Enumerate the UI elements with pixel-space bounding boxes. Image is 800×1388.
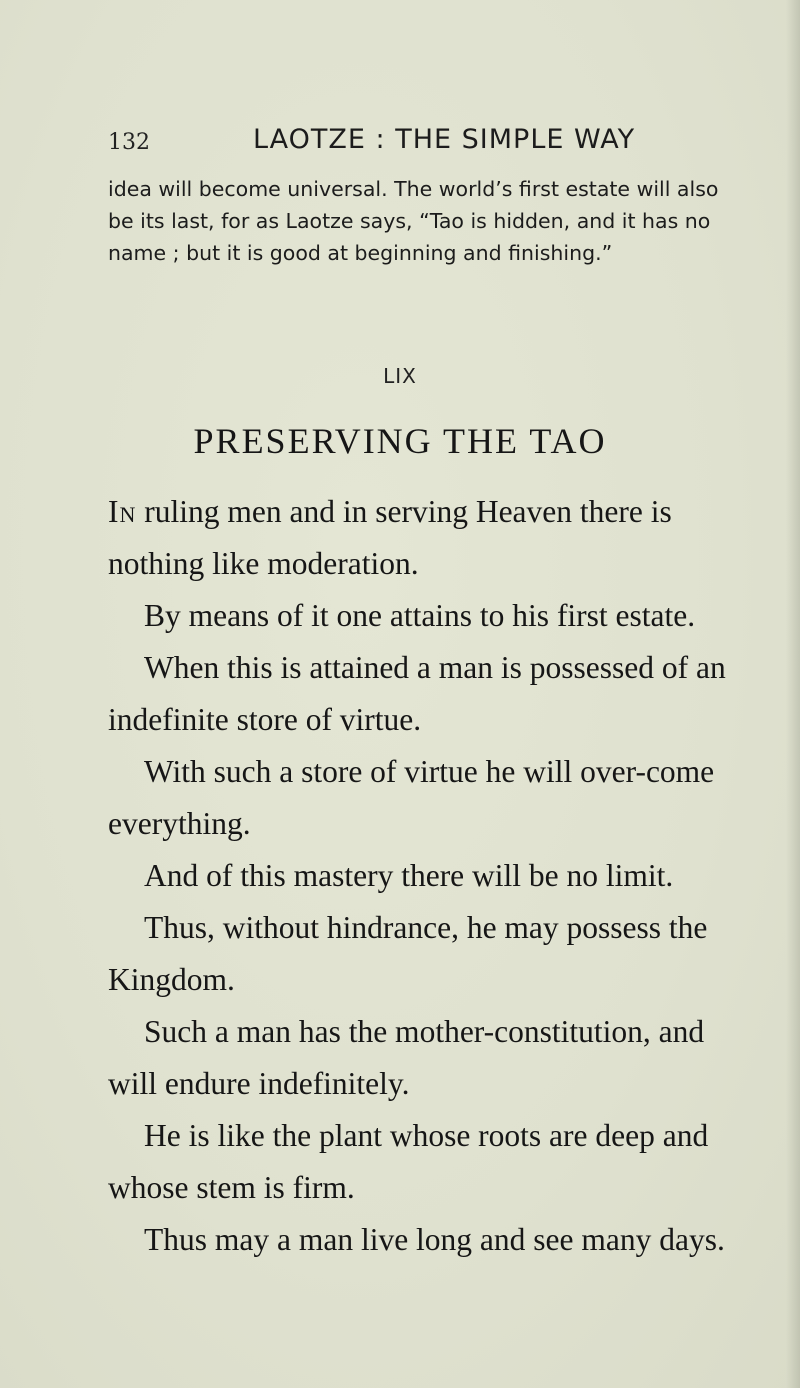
running-head (108, 118, 728, 158)
page-edge-shadow (786, 0, 800, 1388)
intro-line: idea will become universal. The world’s first estate will also (108, 177, 719, 201)
verse: With such a store of virtue he will over-come everything. (108, 754, 715, 841)
chapter-text (108, 486, 748, 1266)
verse: Such a man has the mother-constitution, and will endure indefinitely. (108, 1014, 705, 1101)
verse: Thus, without hindrance, he may possess the Kingdom. (108, 910, 708, 997)
opening-word: In (108, 494, 137, 529)
chapter-number: LIX (383, 364, 417, 388)
page-number: 132 (108, 130, 150, 155)
intro-paragraph (108, 173, 719, 269)
verse: And of this mastery there will be no limit. (144, 858, 674, 893)
verse (108, 486, 748, 590)
verse: By means of it one attains to his first estate. (144, 598, 696, 633)
running-title: LAOTZE : THE SIMPLE WAY (253, 124, 636, 155)
intro-line: be its last, for as Laotze says, “Tao is hidden, and it has no (108, 209, 711, 233)
intro-line: name ; but it is good at beginning and finishing.” (108, 241, 613, 265)
verse: When this is attained a man is possessed of an indefinite store of virtue. (108, 650, 726, 737)
verse-text: ruling men and in serving Heaven there is nothing like moderation. (108, 494, 672, 581)
chapter-title: PRESERVING THE TAO (193, 421, 607, 461)
verse: Thus may a man live long and see many days. (144, 1222, 725, 1257)
verse: He is like the plant whose roots are deep and whose stem is firm. (108, 1118, 709, 1205)
